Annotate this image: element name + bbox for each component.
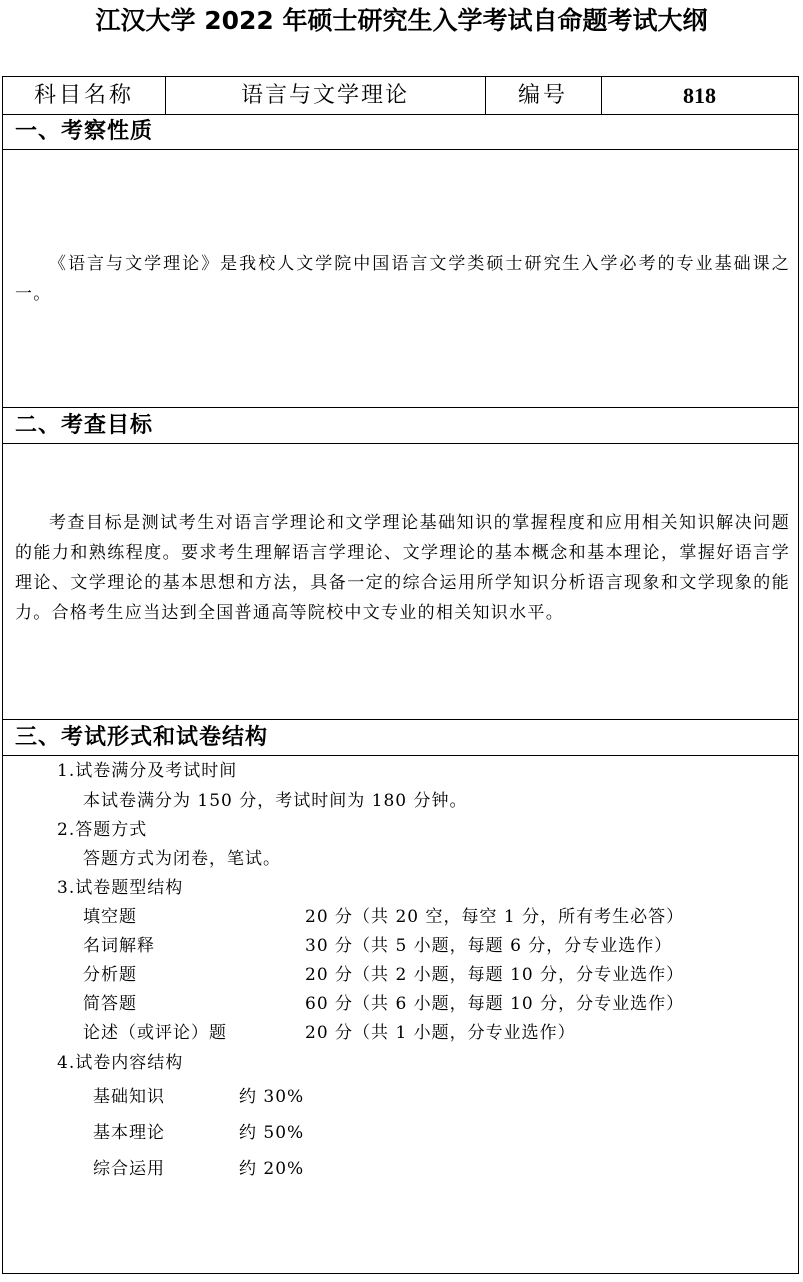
section-1-text: 《语言与文学理论》是我校人文学院中国语言文学类硕士研究生入学必考的专业基础课之一。 [15,254,790,304]
question-type-detail: 20 分（共 20 空，每空 1 分，所有考生必答） [305,907,685,927]
section-2-heading: 二、考查目标 [15,412,154,438]
outline-table [2,76,799,1274]
subject-value: 语言与文学理论 [165,77,486,114]
subject-row [3,77,798,115]
content-structure-name: 基本理论 [93,1123,165,1143]
question-type-name: 名词解释 [83,936,155,956]
section-2-heading-row [3,408,798,444]
content-structure-name: 综合运用 [93,1159,165,1179]
section-2-text: 考查目标是测试考生对语言学理论和文学理论基础知识的掌握程度和应用相关知识解决问题的能力和熟练程度。要求考生理解语言学理论、文学理论的基本概念和基本理论，掌握好语言学理论、文学理论的基本思想和方法，具备一定的综合运用所学知识分析语言现象和文学现象的能力。合格考生应当达到全国普通高等院校中文专业的相关知识水平。 [15,513,790,623]
question-type-name: 简答题 [83,994,137,1014]
page-title: 江汉大学 2022 年硕士研究生入学考试自命题考试大纲 [95,6,708,35]
content-structure-name: 基础知识 [93,1087,165,1107]
item-2-title: 2.答题方式 [57,820,148,840]
question-type-name: 分析题 [83,965,137,985]
item-4-title: 4.试卷内容结构 [57,1053,184,1073]
content-structure-value: 约 20% [239,1159,305,1179]
subject-label: 科目名称 [3,77,166,114]
section-1-heading-row [3,114,798,150]
question-type-detail: 60 分（共 6 小题，每题 10 分，分专业选作） [305,994,685,1014]
question-type-detail: 20 分（共 2 小题，每题 10 分，分专业选作） [305,965,685,985]
question-type-detail: 30 分（共 5 小题，每题 6 分，分专业选作） [305,936,673,956]
section-3-heading-row [3,720,798,756]
section-1-heading: 一、考察性质 [15,118,154,144]
section-2-body [15,508,790,628]
item-1-text: 本试卷满分为 150 分，考试时间为 180 分钟。 [83,791,468,811]
question-type-detail: 20 分（共 1 小题，分专业选作） [305,1023,576,1043]
item-1-title: 1.试卷满分及考试时间 [57,761,238,781]
content-structure-value: 约 30% [239,1087,305,1107]
content-structure-value: 约 50% [239,1123,305,1143]
item-2-text: 答题方式为闭卷，笔试。 [83,849,281,869]
section-1-body [15,249,790,309]
item-3-title: 3.试卷题型结构 [57,878,184,898]
code-value: 818 [683,83,716,108]
question-type-name: 论述（或评论）题 [83,1023,227,1043]
section-3-heading: 三、考试形式和试卷结构 [15,724,269,750]
question-type-name: 填空题 [83,907,137,927]
code-label: 编号 [485,77,602,114]
